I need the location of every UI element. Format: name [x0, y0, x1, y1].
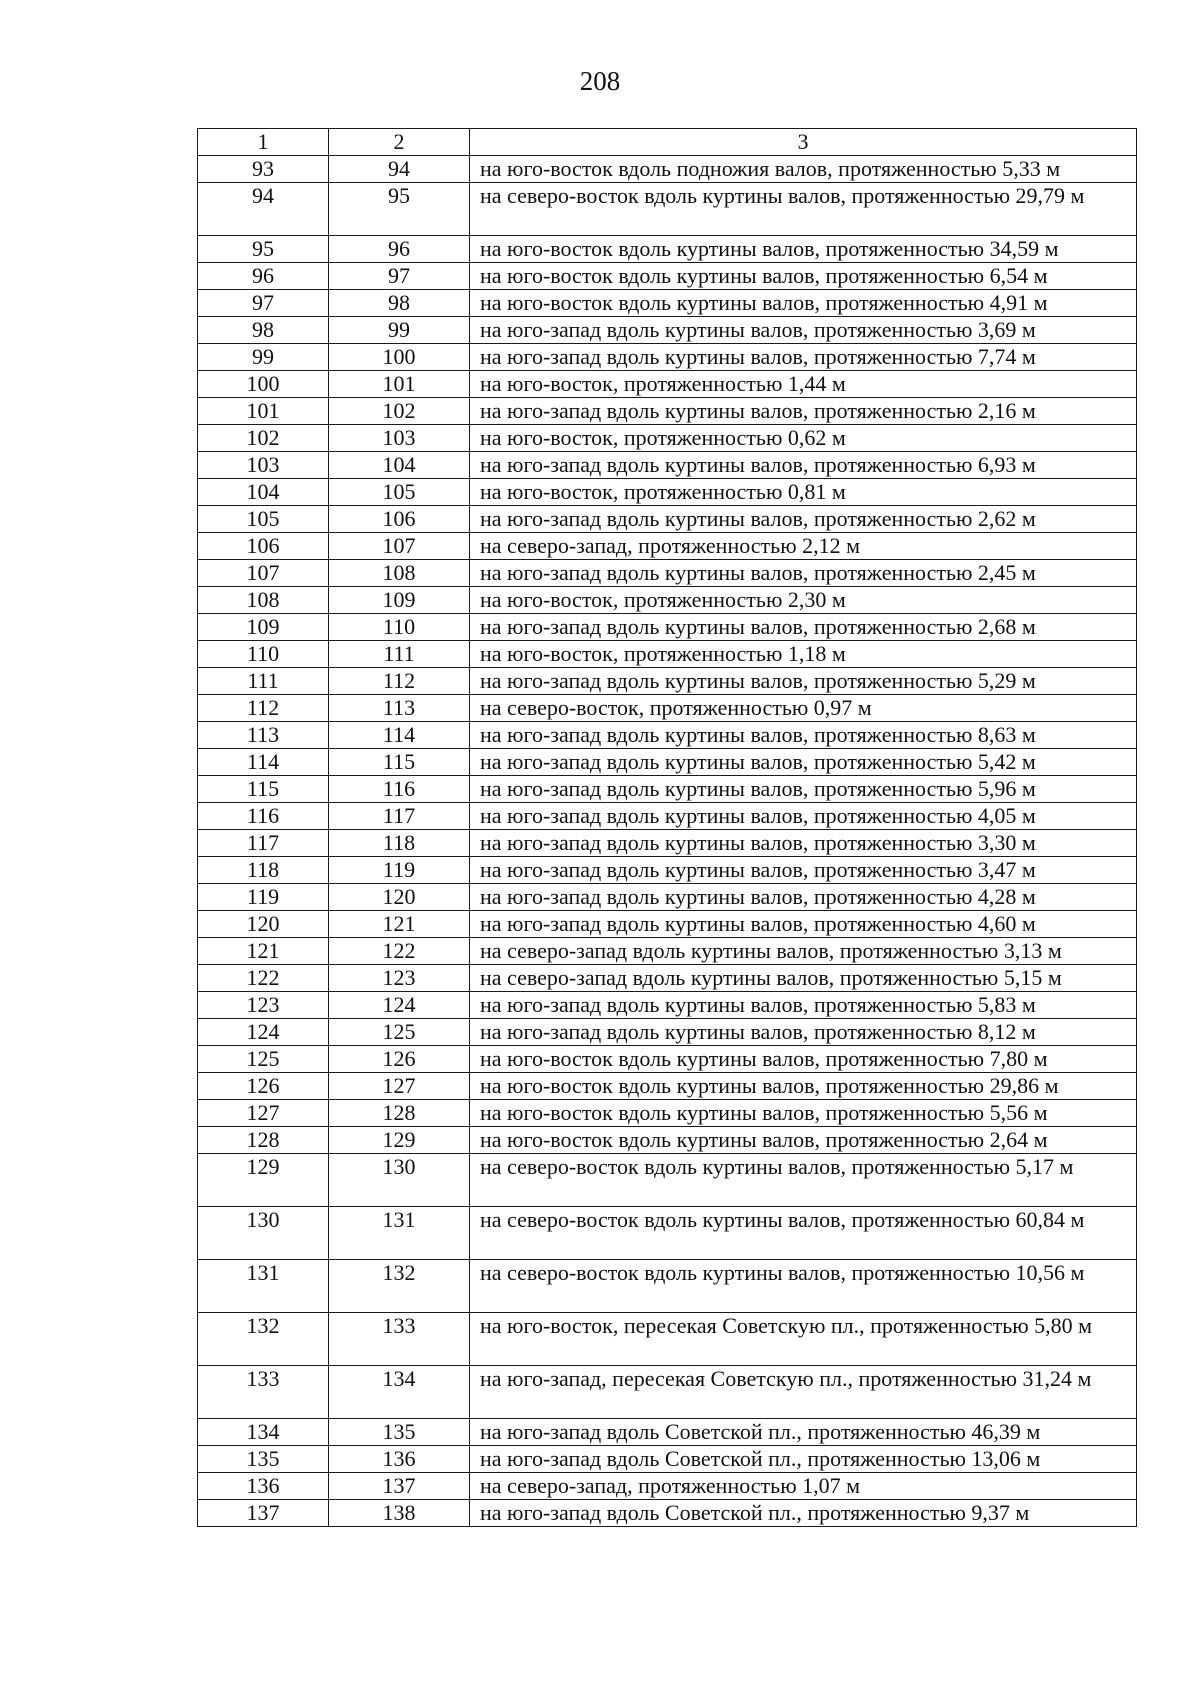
end-point-cell: 110 [329, 614, 470, 641]
end-point-cell: 132 [329, 1260, 470, 1313]
table-row [198, 803, 1137, 830]
table-row [198, 183, 1137, 236]
end-point-cell: 124 [329, 992, 470, 1019]
start-point-cell: 114 [198, 749, 329, 776]
end-point-cell: 94 [329, 156, 470, 183]
start-point-cell: 133 [198, 1366, 329, 1419]
end-point-cell: 121 [329, 911, 470, 938]
start-point-cell: 110 [198, 641, 329, 668]
page-number: 208 [579, 66, 621, 96]
end-point-cell: 116 [329, 776, 470, 803]
end-point-cell: 114 [329, 722, 470, 749]
table-row [198, 425, 1137, 452]
description-cell: на юго-запад вдоль куртины валов, протяженностью 5,42 м [470, 749, 1137, 776]
end-point-cell: 102 [329, 398, 470, 425]
description-cell: на юго-запад, пересекая Советскую пл., протяженностью 31,24 м [470, 1366, 1137, 1419]
description-cell: на юго-запад вдоль куртины валов, протяженностью 5,83 м [470, 992, 1137, 1019]
description-cell: на юго-восток вдоль куртины валов, протяженностью 7,80 м [470, 1046, 1137, 1073]
start-point-cell: 98 [198, 317, 329, 344]
table-row [198, 1073, 1137, 1100]
start-point-cell: 109 [198, 614, 329, 641]
end-point-cell: 118 [329, 830, 470, 857]
end-point-cell: 106 [329, 506, 470, 533]
start-point-cell: 121 [198, 938, 329, 965]
start-point-cell: 132 [198, 1313, 329, 1366]
table-row [198, 938, 1137, 965]
description-cell: на юго-восток, пересекая Советскую пл., протяженностью 5,80 м [470, 1313, 1137, 1366]
start-point-cell: 116 [198, 803, 329, 830]
description-cell: на юго-запад вдоль куртины валов, протяженностью 3,47 м [470, 857, 1137, 884]
description-cell: на юго-запад вдоль куртины валов, протяженностью 3,69 м [470, 317, 1137, 344]
table-row [198, 398, 1137, 425]
end-point-cell: 137 [329, 1473, 470, 1500]
table-row [198, 668, 1137, 695]
start-point-cell: 93 [198, 156, 329, 183]
start-point-cell: 106 [198, 533, 329, 560]
start-point-cell: 107 [198, 560, 329, 587]
start-point-cell: 134 [198, 1419, 329, 1446]
table-row [198, 1019, 1137, 1046]
table-row [198, 1260, 1137, 1313]
table-row [198, 1100, 1137, 1127]
table-row [198, 695, 1137, 722]
end-point-cell: 111 [329, 641, 470, 668]
description-cell: на юго-запад вдоль куртины валов, протяженностью 8,12 м [470, 1019, 1137, 1046]
description-cell: на юго-запад вдоль куртины валов, протяженностью 4,05 м [470, 803, 1137, 830]
start-point-cell: 97 [198, 290, 329, 317]
table-row [198, 452, 1137, 479]
table-body [198, 129, 1137, 1527]
start-point-cell: 122 [198, 965, 329, 992]
start-point-cell: 136 [198, 1473, 329, 1500]
end-point-cell: 115 [329, 749, 470, 776]
description-cell: на юго-восток вдоль куртины валов, протяженностью 29,86 м [470, 1073, 1137, 1100]
start-point-cell: 95 [198, 236, 329, 263]
table-row [198, 1419, 1137, 1446]
description-cell: на северо-запад вдоль куртины валов, протяженностью 3,13 м [470, 938, 1137, 965]
description-cell: на юго-запад вдоль куртины валов, протяженностью 4,60 м [470, 911, 1137, 938]
table-row [198, 1446, 1137, 1473]
end-point-cell: 99 [329, 317, 470, 344]
start-point-cell: 130 [198, 1207, 329, 1260]
start-point-cell: 100 [198, 371, 329, 398]
start-point-cell: 108 [198, 587, 329, 614]
start-point-cell: 127 [198, 1100, 329, 1127]
table-row [198, 857, 1137, 884]
start-point-cell: 101 [198, 398, 329, 425]
end-point-cell: 113 [329, 695, 470, 722]
table-row [198, 911, 1137, 938]
end-point-cell: 133 [329, 1313, 470, 1366]
description-cell: на юго-восток, протяженностью 0,81 м [470, 479, 1137, 506]
table-row [198, 587, 1137, 614]
end-point-cell: 108 [329, 560, 470, 587]
table-row [198, 290, 1137, 317]
table-row [198, 884, 1137, 911]
description-cell: на юго-запад вдоль куртины валов, протяженностью 2,45 м [470, 560, 1137, 587]
table-row [198, 371, 1137, 398]
table-row [198, 722, 1137, 749]
table-row [198, 479, 1137, 506]
description-cell: на юго-запад вдоль Советской пл., протяженностью 13,06 м [470, 1446, 1137, 1473]
table-row [198, 614, 1137, 641]
table-row [198, 1046, 1137, 1073]
description-cell: на юго-запад вдоль Советской пл., протяженностью 9,37 м [470, 1500, 1137, 1527]
start-point-cell: 125 [198, 1046, 329, 1073]
start-point-cell: 112 [198, 695, 329, 722]
description-cell: на юго-запад вдоль куртины валов, протяженностью 2,16 м [470, 398, 1137, 425]
start-point-cell: 105 [198, 506, 329, 533]
description-cell: на юго-восток вдоль куртины валов, протяженностью 6,54 м [470, 263, 1137, 290]
start-point-cell: 94 [198, 183, 329, 236]
end-point-cell: 127 [329, 1073, 470, 1100]
start-point-cell: 119 [198, 884, 329, 911]
description-cell: на юго-запад вдоль куртины валов, протяженностью 2,62 м [470, 506, 1137, 533]
table-row [198, 156, 1137, 183]
start-point-cell: 103 [198, 452, 329, 479]
table-row [198, 776, 1137, 803]
table-row [198, 1500, 1137, 1527]
table-row [198, 236, 1137, 263]
end-point-cell: 112 [329, 668, 470, 695]
end-point-cell: 119 [329, 857, 470, 884]
end-point-cell: 125 [329, 1019, 470, 1046]
table-row [198, 641, 1137, 668]
table-row [198, 1154, 1137, 1207]
description-cell: на северо-запад, протяженностью 2,12 м [470, 533, 1137, 560]
table-row [198, 1207, 1137, 1260]
description-cell: на юго-запад вдоль Советской пл., протяженностью 46,39 м [470, 1419, 1137, 1446]
end-point-cell: 120 [329, 884, 470, 911]
description-cell: на северо-восток, протяженностью 0,97 м [470, 695, 1137, 722]
end-point-cell: 105 [329, 479, 470, 506]
end-point-cell: 126 [329, 1046, 470, 1073]
table-row [198, 560, 1137, 587]
description-cell: на северо-восток вдоль куртины валов, протяженностью 5,17 м [470, 1154, 1137, 1207]
start-point-cell: 117 [198, 830, 329, 857]
table-header-row [198, 129, 1137, 156]
end-point-cell: 95 [329, 183, 470, 236]
end-point-cell: 96 [329, 236, 470, 263]
description-cell: на юго-запад вдоль куртины валов, протяженностью 5,29 м [470, 668, 1137, 695]
description-cell: на юго-запад вдоль куртины валов, протяженностью 6,93 м [470, 452, 1137, 479]
end-point-cell: 129 [329, 1127, 470, 1154]
end-point-cell: 136 [329, 1446, 470, 1473]
description-cell: на юго-восток вдоль куртины валов, протяженностью 4,91 м [470, 290, 1137, 317]
end-point-cell: 117 [329, 803, 470, 830]
start-point-cell: 135 [198, 1446, 329, 1473]
end-point-cell: 101 [329, 371, 470, 398]
start-point-cell: 99 [198, 344, 329, 371]
column-header: 1 [198, 129, 329, 156]
start-point-cell: 128 [198, 1127, 329, 1154]
table-row [198, 992, 1137, 1019]
table-row [198, 533, 1137, 560]
column-header: 2 [329, 129, 470, 156]
start-point-cell: 123 [198, 992, 329, 1019]
description-cell: на юго-восток, протяженностью 2,30 м [470, 587, 1137, 614]
end-point-cell: 100 [329, 344, 470, 371]
column-header: 3 [470, 129, 1137, 156]
description-cell: на юго-восток, протяженностью 1,44 м [470, 371, 1137, 398]
end-point-cell: 130 [329, 1154, 470, 1207]
table-row [198, 749, 1137, 776]
start-point-cell: 126 [198, 1073, 329, 1100]
end-point-cell: 131 [329, 1207, 470, 1260]
description-cell: на юго-восток, протяженностью 0,62 м [470, 425, 1137, 452]
description-cell: на северо-запад, протяженностью 1,07 м [470, 1473, 1137, 1500]
end-point-cell: 122 [329, 938, 470, 965]
start-point-cell: 131 [198, 1260, 329, 1313]
description-cell: на северо-восток вдоль куртины валов, протяженностью 29,79 м [470, 183, 1137, 236]
description-cell: на юго-восток вдоль подножия валов, протяженностью 5,33 м [470, 156, 1137, 183]
table-row [198, 263, 1137, 290]
boundary-points-table [197, 128, 1137, 1527]
end-point-cell: 107 [329, 533, 470, 560]
description-cell: на юго-запад вдоль куртины валов, протяженностью 3,30 м [470, 830, 1137, 857]
description-cell: на юго-восток, протяженностью 1,18 м [470, 641, 1137, 668]
table-row [198, 965, 1137, 992]
start-point-cell: 115 [198, 776, 329, 803]
start-point-cell: 111 [198, 668, 329, 695]
start-point-cell: 96 [198, 263, 329, 290]
description-cell: на северо-восток вдоль куртины валов, протяженностью 60,84 м [470, 1207, 1137, 1260]
start-point-cell: 102 [198, 425, 329, 452]
end-point-cell: 104 [329, 452, 470, 479]
end-point-cell: 138 [329, 1500, 470, 1527]
table-row [198, 344, 1137, 371]
end-point-cell: 103 [329, 425, 470, 452]
end-point-cell: 97 [329, 263, 470, 290]
end-point-cell: 134 [329, 1366, 470, 1419]
description-cell: на северо-запад вдоль куртины валов, протяженностью 5,15 м [470, 965, 1137, 992]
start-point-cell: 113 [198, 722, 329, 749]
description-cell: на юго-восток вдоль куртины валов, протяженностью 5,56 м [470, 1100, 1137, 1127]
description-cell: на юго-запад вдоль куртины валов, протяженностью 7,74 м [470, 344, 1137, 371]
table-row [198, 317, 1137, 344]
description-cell: на северо-восток вдоль куртины валов, протяженностью 10,56 м [470, 1260, 1137, 1313]
table-row [198, 1366, 1137, 1419]
start-point-cell: 137 [198, 1500, 329, 1527]
start-point-cell: 104 [198, 479, 329, 506]
start-point-cell: 120 [198, 911, 329, 938]
end-point-cell: 98 [329, 290, 470, 317]
description-cell: на юго-запад вдоль куртины валов, протяженностью 8,63 м [470, 722, 1137, 749]
start-point-cell: 129 [198, 1154, 329, 1207]
end-point-cell: 109 [329, 587, 470, 614]
description-cell: на юго-запад вдоль куртины валов, протяженностью 4,28 м [470, 884, 1137, 911]
end-point-cell: 128 [329, 1100, 470, 1127]
description-cell: на юго-запад вдоль куртины валов, протяженностью 5,96 м [470, 776, 1137, 803]
table-row [198, 1473, 1137, 1500]
description-cell: на юго-запад вдоль куртины валов, протяженностью 2,68 м [470, 614, 1137, 641]
description-cell: на юго-восток вдоль куртины валов, протяженностью 34,59 м [470, 236, 1137, 263]
table-row [198, 1313, 1137, 1366]
start-point-cell: 124 [198, 1019, 329, 1046]
start-point-cell: 118 [198, 857, 329, 884]
end-point-cell: 135 [329, 1419, 470, 1446]
end-point-cell: 123 [329, 965, 470, 992]
table-row [198, 830, 1137, 857]
description-cell: на юго-восток вдоль куртины валов, протяженностью 2,64 м [470, 1127, 1137, 1154]
table-row [198, 1127, 1137, 1154]
table-row [198, 506, 1137, 533]
